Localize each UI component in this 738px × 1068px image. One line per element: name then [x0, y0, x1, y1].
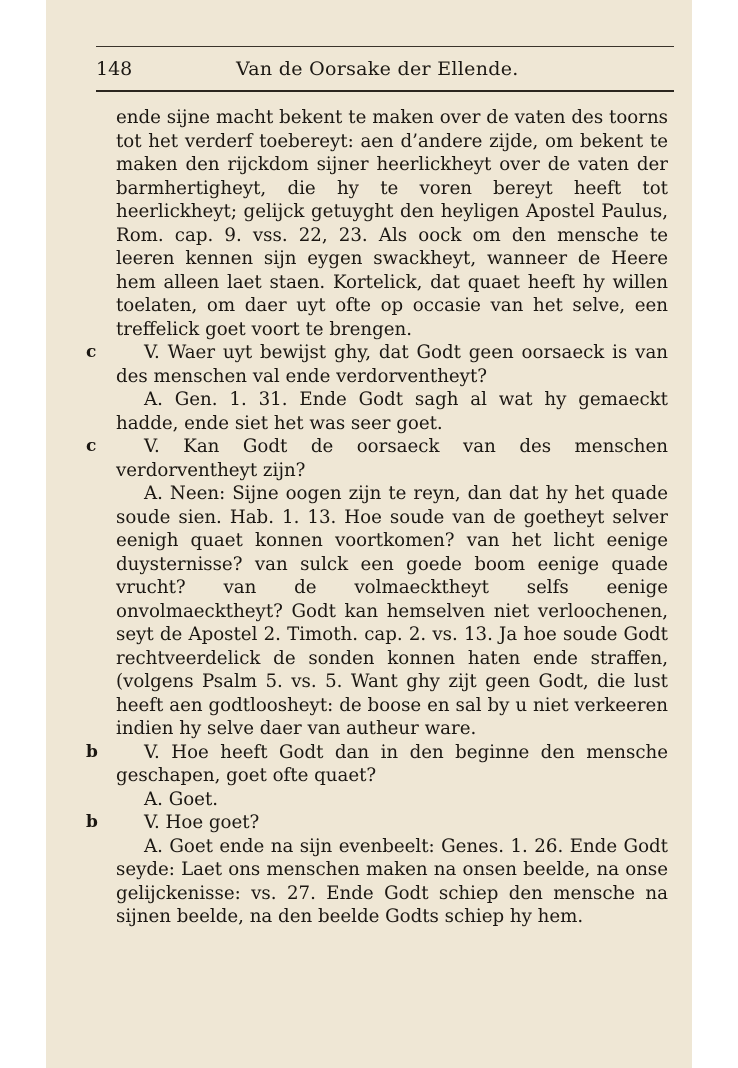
- page-header: [96, 58, 674, 84]
- question-paragraph: [86, 741, 668, 788]
- paragraph-text: A. Gen. 1. 31. Ende Godt sagh al wat hy gemaeckt hadde, ende siet het was seer goet.: [116, 389, 668, 434]
- paragraph-text: V. Kan Godt de oorsaeck van des menschen verdorventheyt zijn?: [116, 436, 668, 481]
- header-rule-bottom: [96, 90, 674, 92]
- margin-marker: b: [86, 812, 98, 832]
- answer-paragraph: [116, 788, 668, 812]
- question-paragraph: [86, 435, 668, 482]
- paragraph-text: V. Waer uyt bewijst ghy, dat Godt geen oorsaeck is van des menschen val ende verdorventheyt?: [116, 342, 668, 387]
- answer-paragraph: [116, 388, 668, 435]
- paragraph-text: A. Neen: Sijne oogen zijn te reyn, dan dat hy het quade soude sien. Hab. 1. 13. Hoe soude van de goetheyt selver eenigh quaet konnen voortkomen? van het licht eenige duysternisse? van sulck een goede boom eenige quade vrucht? van de volmaecktheyt selfs eenige onvolmaecktheyt? Godt kan hemselven niet verloochenen, seyt de Apostel 2. Timoth. cap. 2. vs. 13. Ja hoe soude Godt rechtveerdelick de sonden konnen haten ende straffen, (volgens Psalm 5. vs. 5. Want ghy zijt geen Godt, die lust heeft aen godtloosheyt: de boose en sal by u niet verkeeren indien hy selve daer van autheur ware.: [116, 483, 668, 739]
- header-rule-top: [96, 46, 674, 47]
- body-text: [86, 106, 668, 929]
- page-number: 148: [96, 58, 133, 80]
- answer-paragraph: [116, 482, 668, 741]
- margin-marker: c: [86, 342, 97, 362]
- running-title: Van de Oorsake der Ellende.: [236, 58, 519, 80]
- paragraph-text: A. Goet ende na sijn evenbeelt: Genes. 1. 26. Ende Godt seyde: Laet ons menschen maken na onsen beelde, na onse gelijckenisse: vs. 27. Ende Godt schiep den mensche na sijnen beelde, na den beelde Godts schiep hy hem.: [116, 835, 668, 927]
- paragraph-text: V. Hoe heeft Godt dan in den beginne den mensche geschapen, goet ofte quaet?: [116, 741, 668, 786]
- answer-paragraph: [116, 835, 668, 929]
- margin-marker: b: [86, 741, 98, 762]
- paragraph: [116, 106, 668, 341]
- paragraph-text: V. Hoe goet?: [144, 812, 260, 833]
- margin-marker: c: [86, 436, 97, 456]
- paragraph-text: ende sijne macht bekent te maken over de vaten des toorns tot het verderf toebereyt: aen d’andere zijde, om bekent te maken den rijckdom sijner heerlickheyt over de vaten der barmhertigheyt, die hy te voren bereyt heeft tot heerlickheyt; gelijck getuyght den heyligen Apostel Paulus, Rom. cap. 9. vss. 22, 23. Als oock om den mensche te leeren kennen sijn eygen swackheyt, wanneer de Heere hem alleen laet staen. Kortelick, dat quaet heeft hy willen toelaten, om daer uyt ofte op occasie van het selve, een treffelick goet voort te brengen.: [116, 107, 668, 340]
- paragraph-text: A. Goet.: [144, 788, 219, 810]
- question-paragraph: [86, 341, 668, 388]
- question-paragraph: [86, 811, 668, 835]
